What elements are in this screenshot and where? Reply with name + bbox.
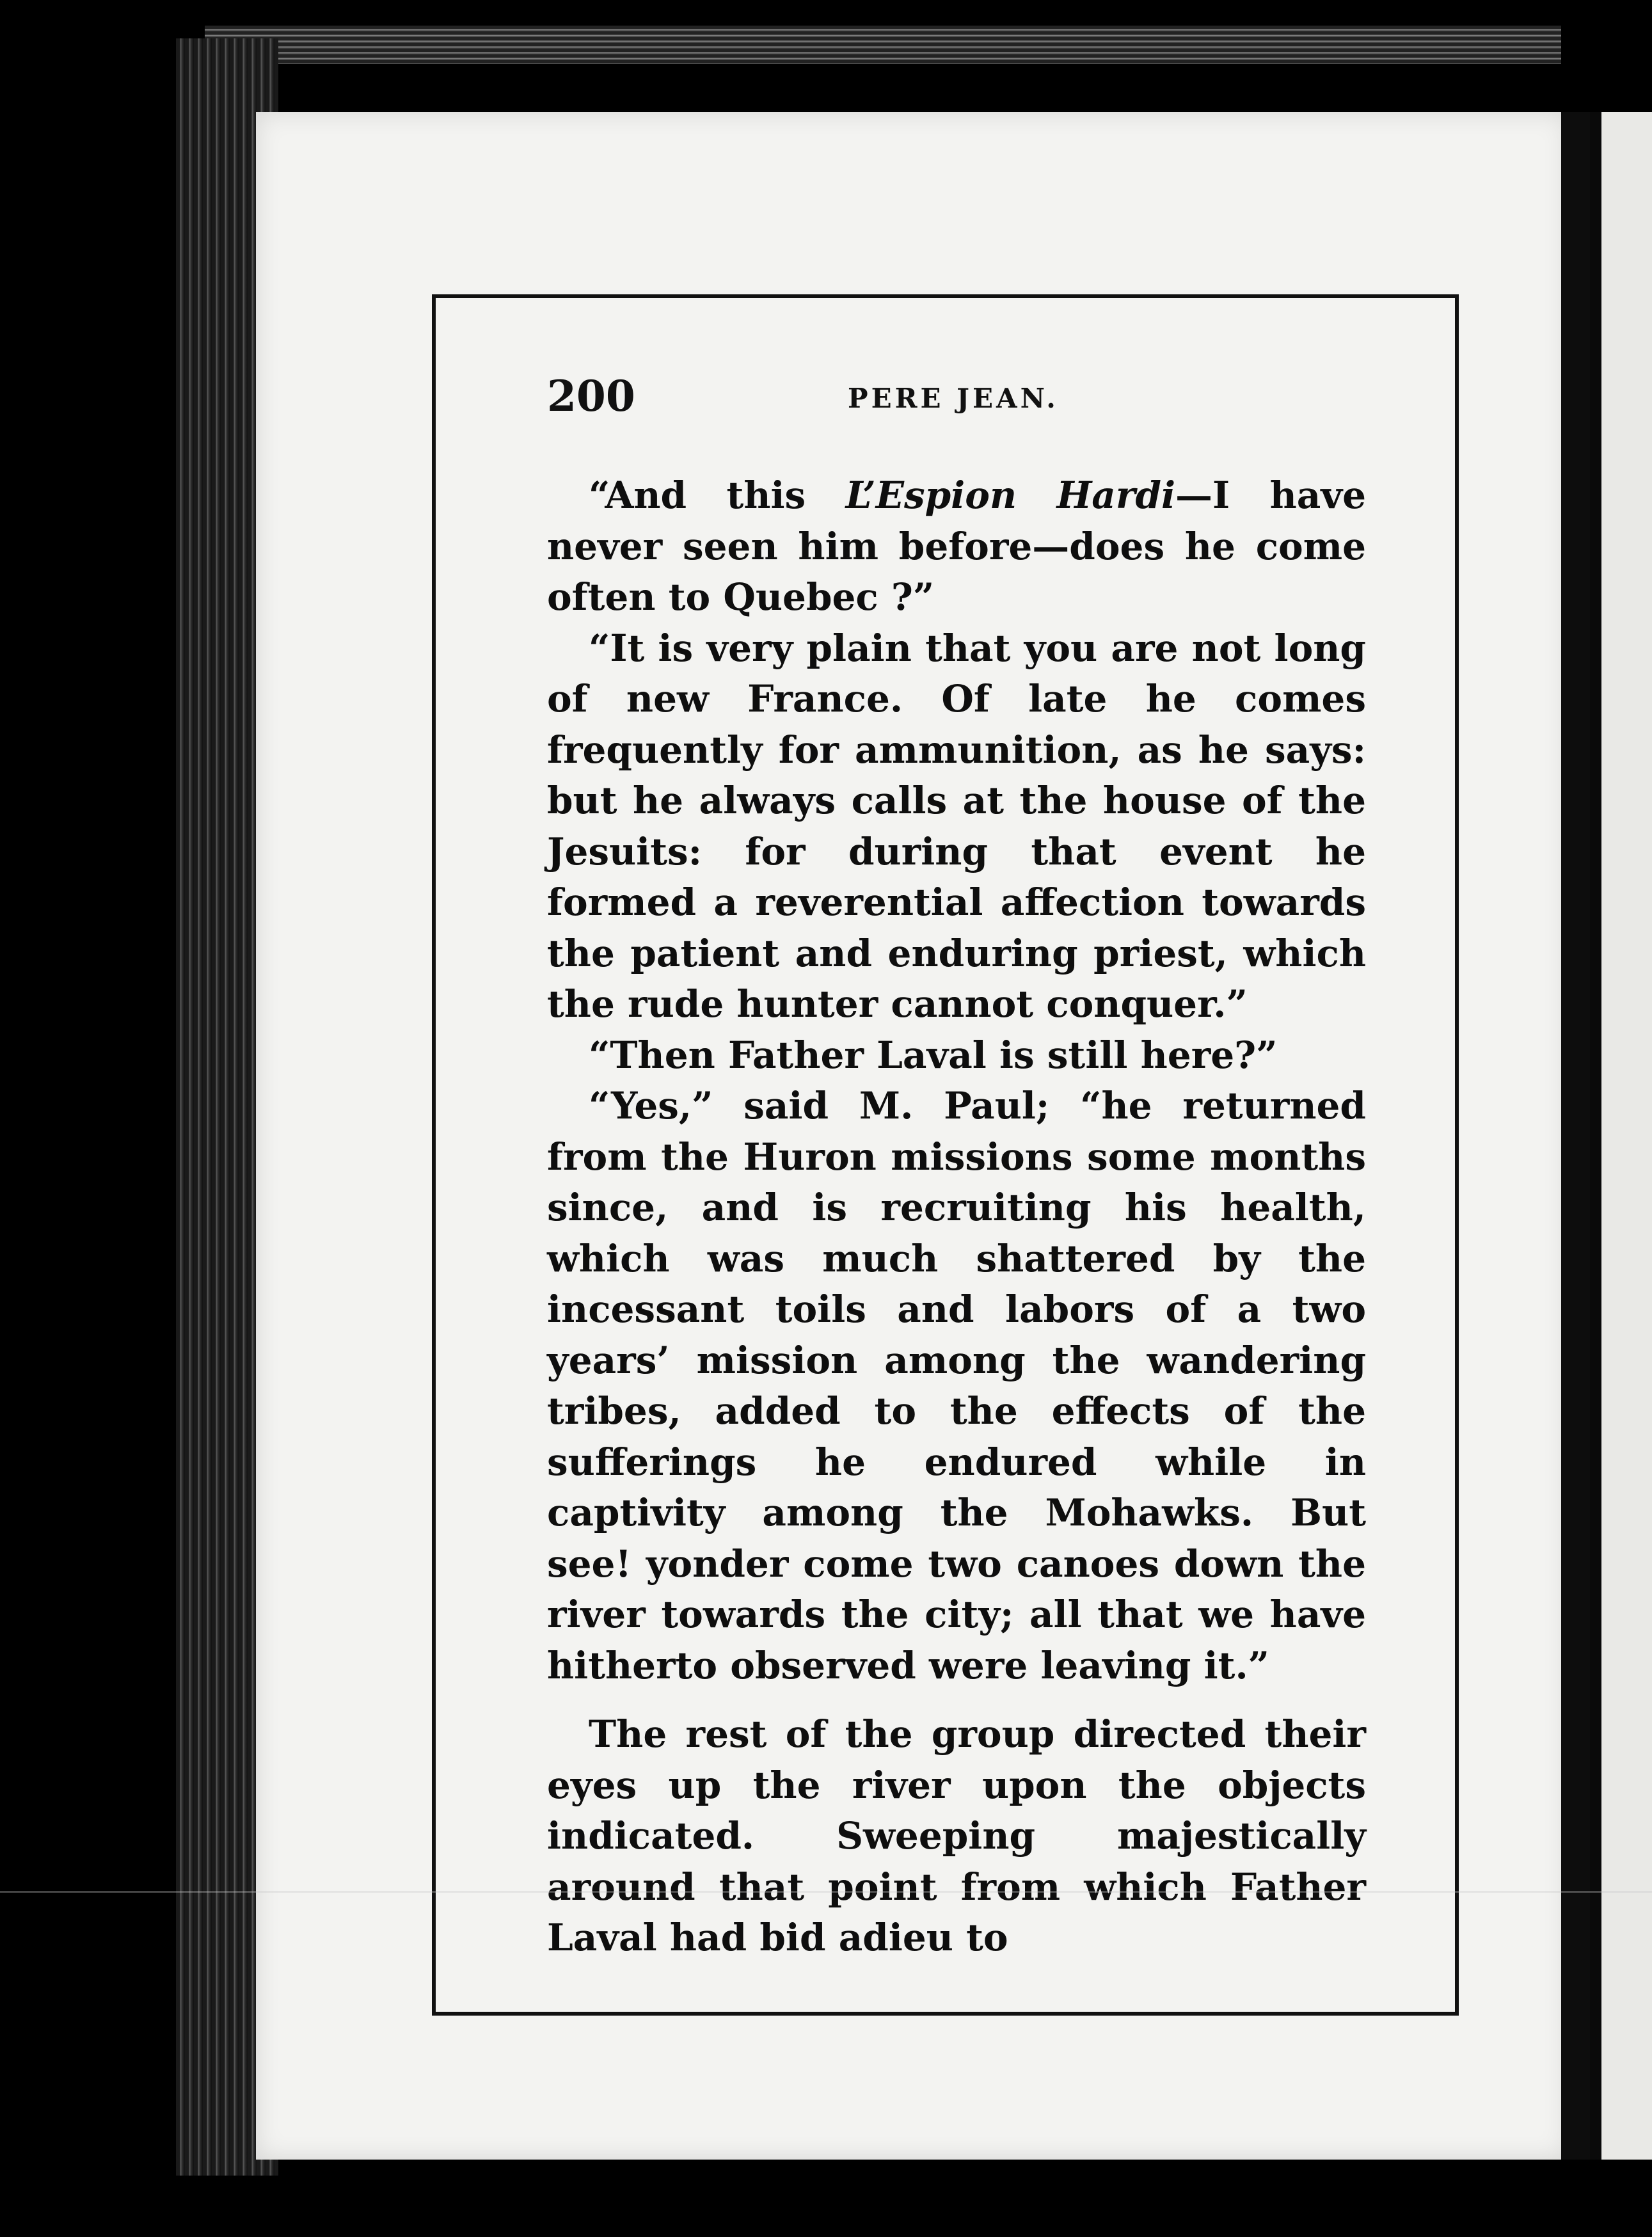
paragraph-text: “And this [589, 474, 846, 517]
paragraph: “Then Father Laval is still here?” [589, 1033, 1278, 1077]
facing-page-edge [1590, 112, 1652, 2160]
paragraph [547, 470, 1366, 623]
italic-name: L’Espion Hardi [845, 474, 1176, 517]
paragraph-text: —I have never seen him before—does he come often to Quebec ?” [547, 474, 1366, 619]
paragraph: “Yes,” said M. Paul; “he returned from the Huron missions some months since, and is recruiting his health, which was much shattered by the incessant toils and labors of a two years’ mission among the wandering tribes, added to the effects of the sufferings he endured while in captivity among the Mohawks. But see! yonder come two canoes down the river towards the city; all that we have hitherto observed were leaving it.” [547, 1084, 1366, 1687]
running-head [547, 371, 1366, 429]
book-gutter [1561, 112, 1590, 2160]
paragraph: “It is very plain that you are not long of new France. Of late he comes frequently for ammunition, as he says: but he always calls at the house of the Jesuits: for during that event he formed a reverential affection towards the patient and enduring priest, which the rude hunter cannot conquer.” [547, 626, 1366, 1026]
book-top-edge [205, 26, 1561, 64]
scan-artifact-line [0, 1891, 1652, 1893]
paragraph: The rest of the group directed their eyes up the river upon the objects indicated. Sweeping majestically around that point from which Father Laval had bid adieu to [547, 1712, 1366, 1959]
page-number: 200 [547, 371, 635, 421]
body-text [547, 470, 1366, 1964]
running-title: PERE JEAN. [848, 383, 1059, 414]
